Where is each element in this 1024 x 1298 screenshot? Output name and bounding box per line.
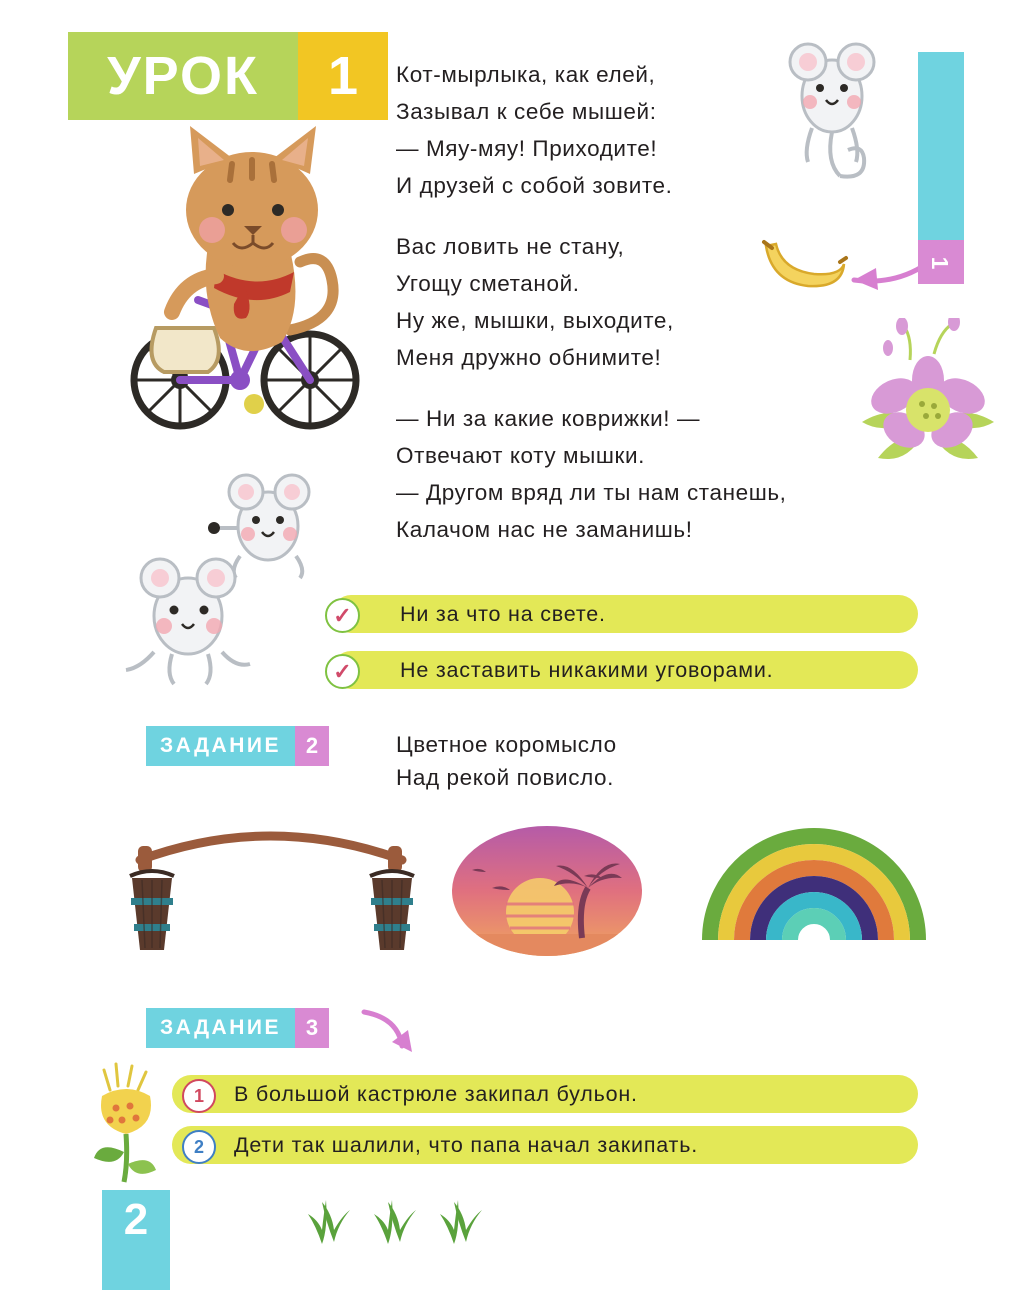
poem-stanza [396, 400, 866, 548]
sentence-number[interactable] [182, 1130, 216, 1164]
task-2-badge [146, 726, 329, 766]
page-number-block [102, 1190, 170, 1290]
task-2-riddle [396, 728, 816, 794]
poem-line: — Мяу-мяу! Приходите! [396, 136, 658, 161]
task-2-number-block [295, 726, 329, 766]
sentence-number[interactable] [182, 1079, 216, 1113]
lesson-word: УРОК [107, 46, 259, 106]
answer-text: Ни за что на свете. [400, 601, 606, 626]
poem-line: Вас ловить не стану, [396, 234, 625, 259]
poem-line: — Другом вряд ли ты нам станешь, [396, 480, 787, 505]
riddle-line: Цветное коромысло [396, 732, 617, 757]
sentence-bar[interactable] [172, 1075, 918, 1113]
task-1-number: 1 [927, 256, 954, 270]
sentence-number-label: 1 [193, 1085, 204, 1106]
lesson-number-block [298, 32, 388, 120]
poem-line: И друзей с собой зовите. [396, 173, 673, 198]
check-icon: ✓ [333, 602, 352, 628]
poem-line: Зазывал к себе мышей: [396, 99, 657, 124]
sentence-number-label: 2 [193, 1136, 204, 1157]
grass-sprout-icon [300, 1196, 510, 1256]
task-3-badge [146, 1008, 329, 1048]
lesson-word-block [68, 32, 298, 120]
sentence-text: Дети так шалили, что папа начал закипать. [234, 1132, 698, 1157]
answer-bar[interactable] [332, 651, 918, 689]
answer-text: Не заставить никакими уговорами. [400, 657, 774, 682]
poem-line: Ну же, мышки, выходите, [396, 308, 674, 333]
poem-line: Меня дружно обнимите! [396, 345, 662, 370]
mice-illustration [112, 556, 272, 686]
buckets-yoke-picture[interactable] [120, 820, 430, 960]
riddle-line: Над рекой повисло. [396, 765, 615, 790]
cat-on-bicycle-illustration [120, 118, 370, 458]
flower-illustration [84, 1060, 170, 1190]
check-icon: ✓ [333, 658, 352, 684]
sentence-text: В большой кастрюле закипал бульон. [234, 1081, 638, 1106]
poem-line: Отвечают коту мышки. [396, 443, 645, 468]
banana-illustration [760, 232, 850, 292]
sentence-bar[interactable] [172, 1126, 918, 1164]
page-number: 2 [123, 1195, 149, 1244]
lesson-number: 1 [327, 46, 359, 106]
flower-illustration [848, 318, 1008, 488]
lesson-badge [68, 32, 388, 120]
checkbox-checked[interactable] [325, 598, 360, 633]
sunset-palm-picture[interactable] [452, 826, 642, 956]
answer-bar[interactable] [332, 595, 918, 633]
arrow-icon [358, 1006, 424, 1060]
checkbox-checked[interactable] [325, 654, 360, 689]
task-2-label-block [146, 726, 295, 766]
task-2-number: 2 [305, 733, 319, 758]
task-3-number: 3 [305, 1015, 319, 1040]
poem-line: — Ни за какие коврижки! — [396, 406, 701, 431]
poem-line: Угощу сметаной. [396, 271, 580, 296]
poem-line: Калачом нас не заманишь! [396, 517, 693, 542]
task-1-label-block [918, 52, 964, 240]
task-3-label: ЗАДАНИЕ [160, 1016, 281, 1039]
task-3-label-block [146, 1008, 295, 1048]
poem-line: Кот-мырлыка, как елей, [396, 62, 656, 87]
rainbow-picture[interactable] [694, 818, 934, 948]
task-1-badge [884, 52, 964, 284]
task-3-number-block [295, 1008, 329, 1048]
task-2-label: ЗАДАНИЕ [160, 734, 281, 757]
task-1-label: ЗАДАНИЕ [884, 83, 907, 209]
